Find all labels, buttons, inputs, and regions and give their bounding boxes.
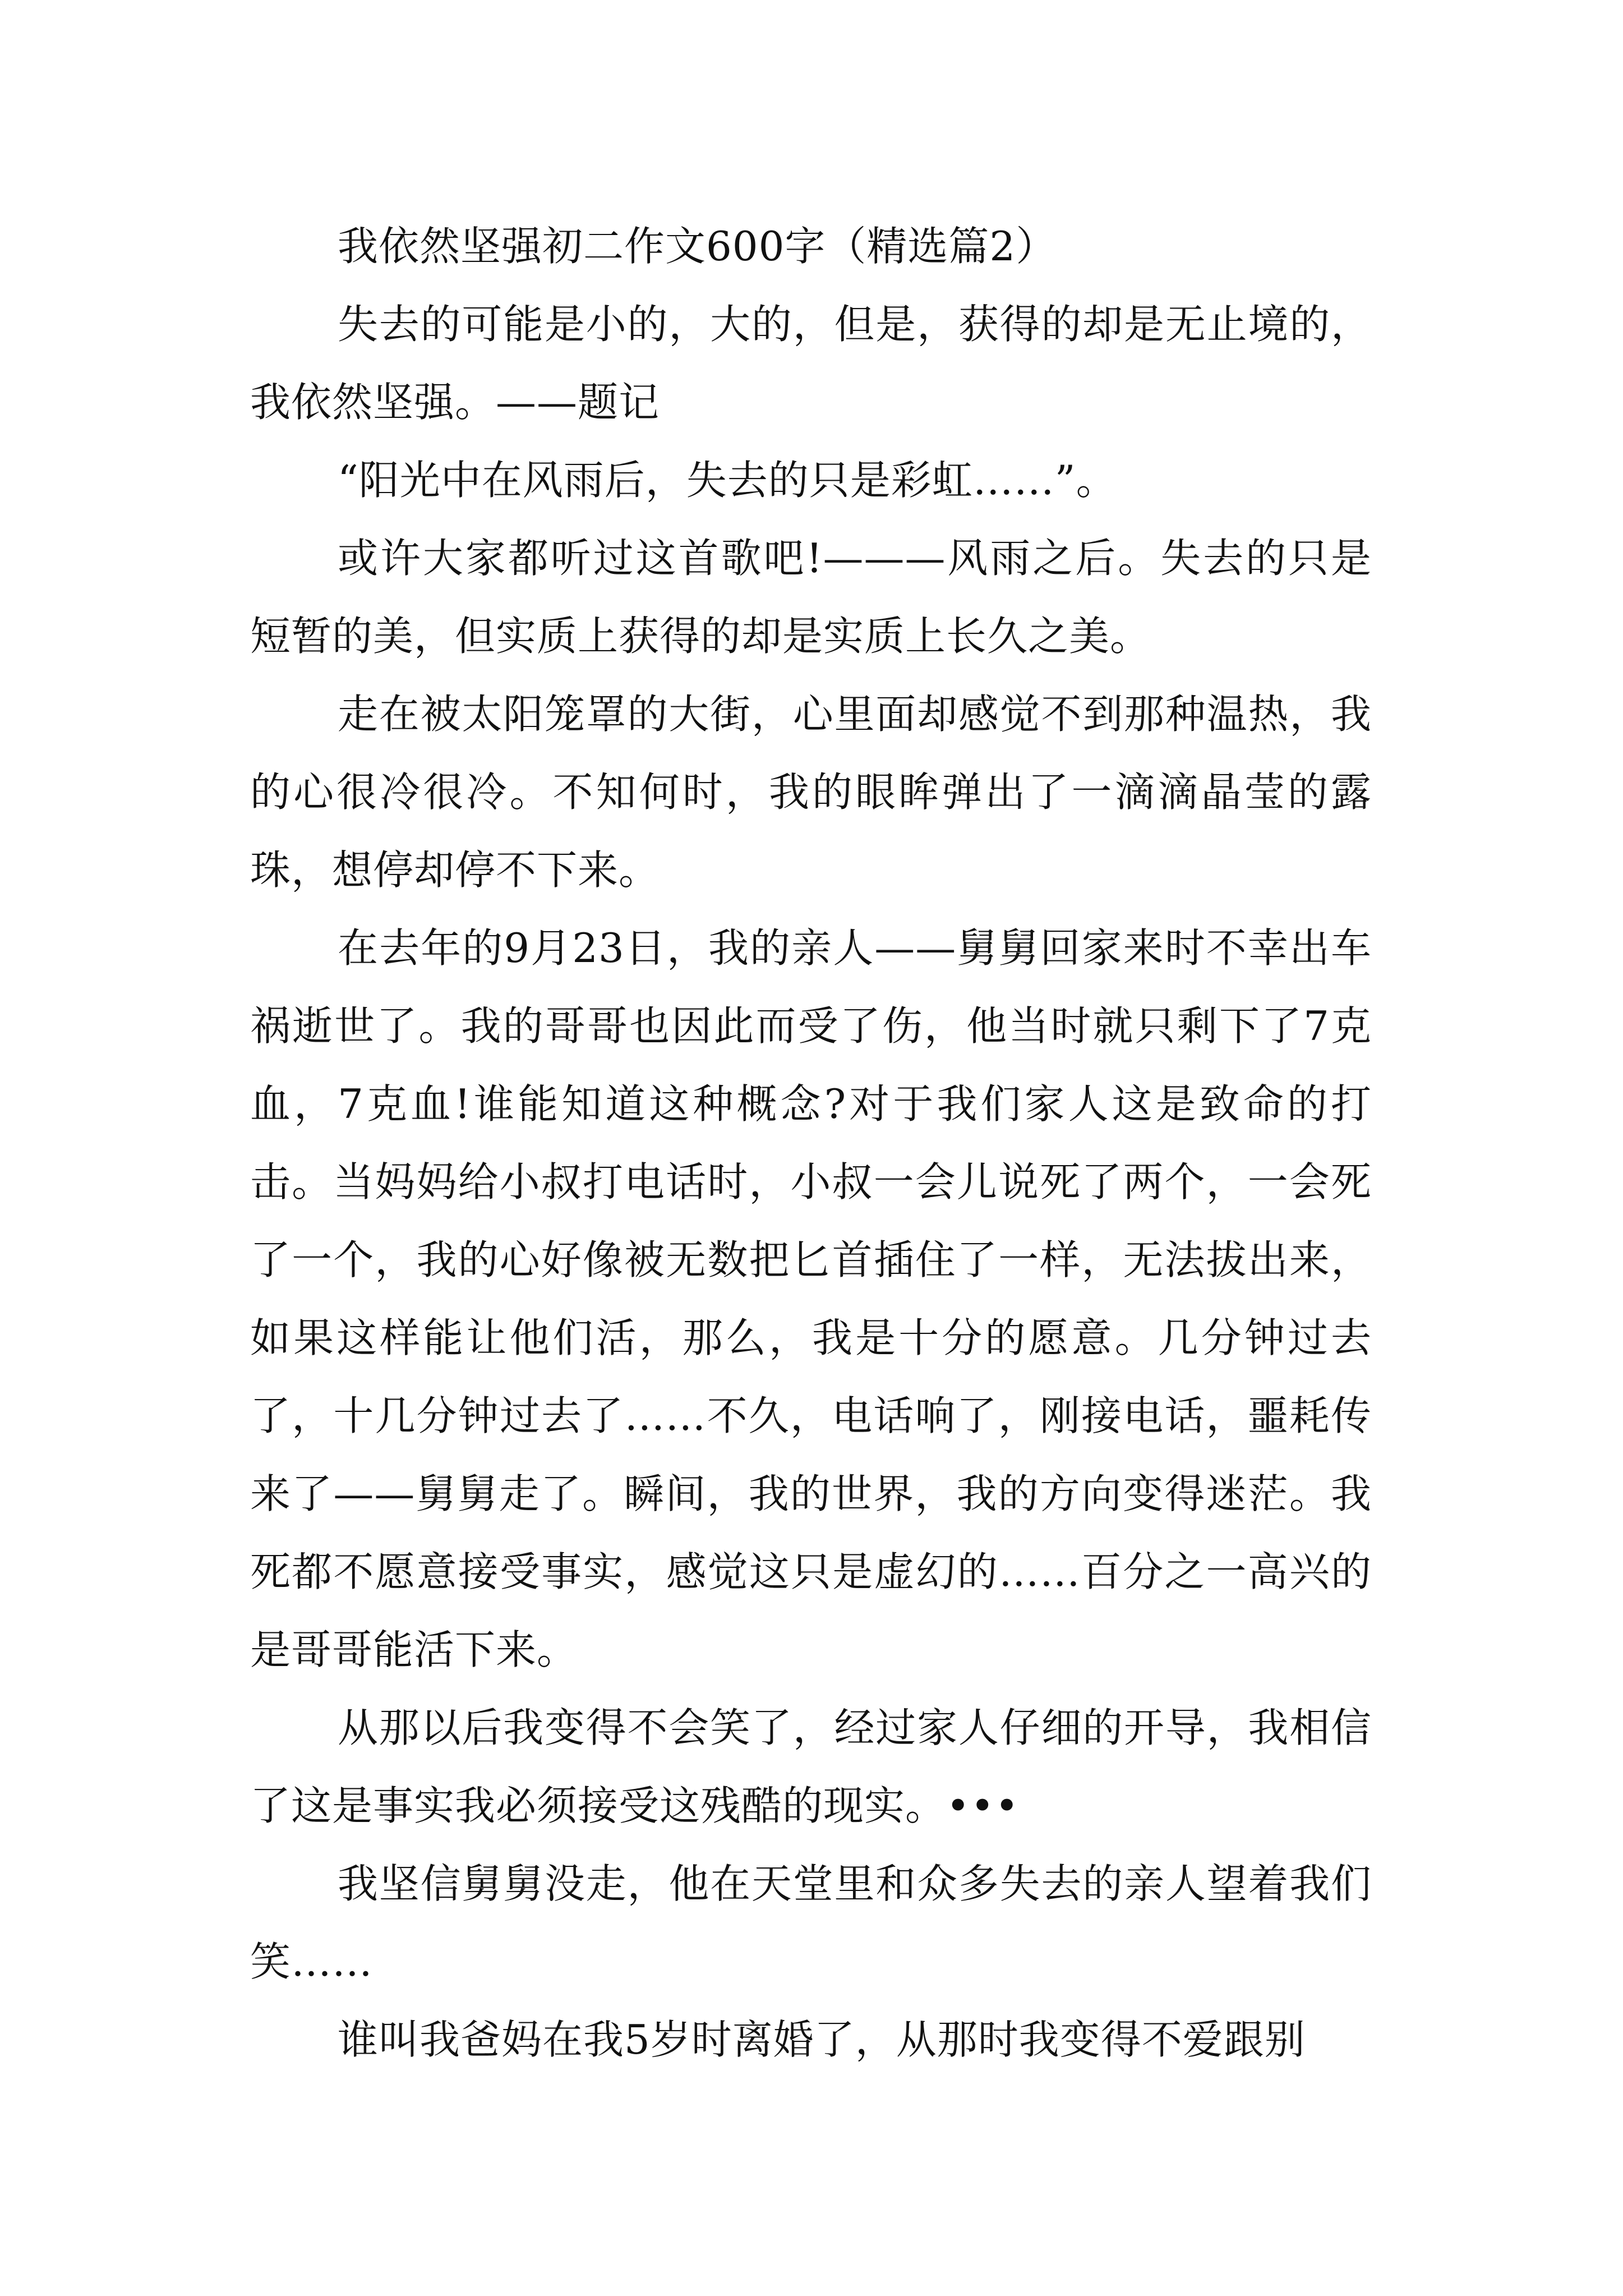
paragraph-song-reflection: 或许大家都听过这首歌吧!———风雨之后。失去的只是短暂的美，但实质上获得的却是实质上长久之美。 xyxy=(250,535,1372,660)
paragraph-song-quote: “阳光中在风雨后，失去的只是彩虹……”。 xyxy=(338,457,1117,504)
paragraph-epigraph: 失去的可能是小的，大的，但是，获得的却是无止境的，我依然坚强。——题记 xyxy=(250,301,1372,426)
paragraph-street: 走在被太阳笼罩的大街，心里面却感觉不到那种温热，我的心很冷很冷。不知何时，我的眼眸弹出了一滴滴晶莹的露珠，想停却停不下来。 xyxy=(250,691,1372,894)
paragraph-accident: 在去年的9月23日，我的亲人——舅舅回家来时不幸出车祸逝世了。我的哥哥也因此而受了伤，他当时就只剩下了7克血，7克血!谁能知道这种概念?对于我们家人这是致命的打击。当妈妈给小叔打电话时，小叔一会儿说死了两个，一会死了一个，我的心好像被无数把匕首插住了一样，无法拔出来，如果这样能让他们活，那么，我是十分的愿意。几分钟过去了，十几分钟过去了……不久，电话响了，刚接电话，噩耗传来了——舅舅走了。瞬间，我的世界，我的方向变得迷茫。我死都不愿意接受事实，感觉这只是虚幻的……百分之一高兴的是哥哥能活下来。 xyxy=(250,924,1372,1673)
paragraph-acceptance: 从那以后我变得不会笑了，经过家人仔细的开导，我相信了这是事实我必须接受这残酷的现实。••• xyxy=(250,1704,1372,1829)
essay-title: 我依然坚强初二作文600字（精选篇2） xyxy=(338,223,1057,270)
paragraph-divorce: 谁叫我爸妈在我5岁时离婚了，从那时我变得不爱跟别 xyxy=(338,2016,1306,2063)
document-page xyxy=(250,208,1372,2079)
paragraph-heaven: 我坚信舅舅没走，他在天堂里和众多失去的亲人望着我们笑…… xyxy=(250,1860,1372,1985)
